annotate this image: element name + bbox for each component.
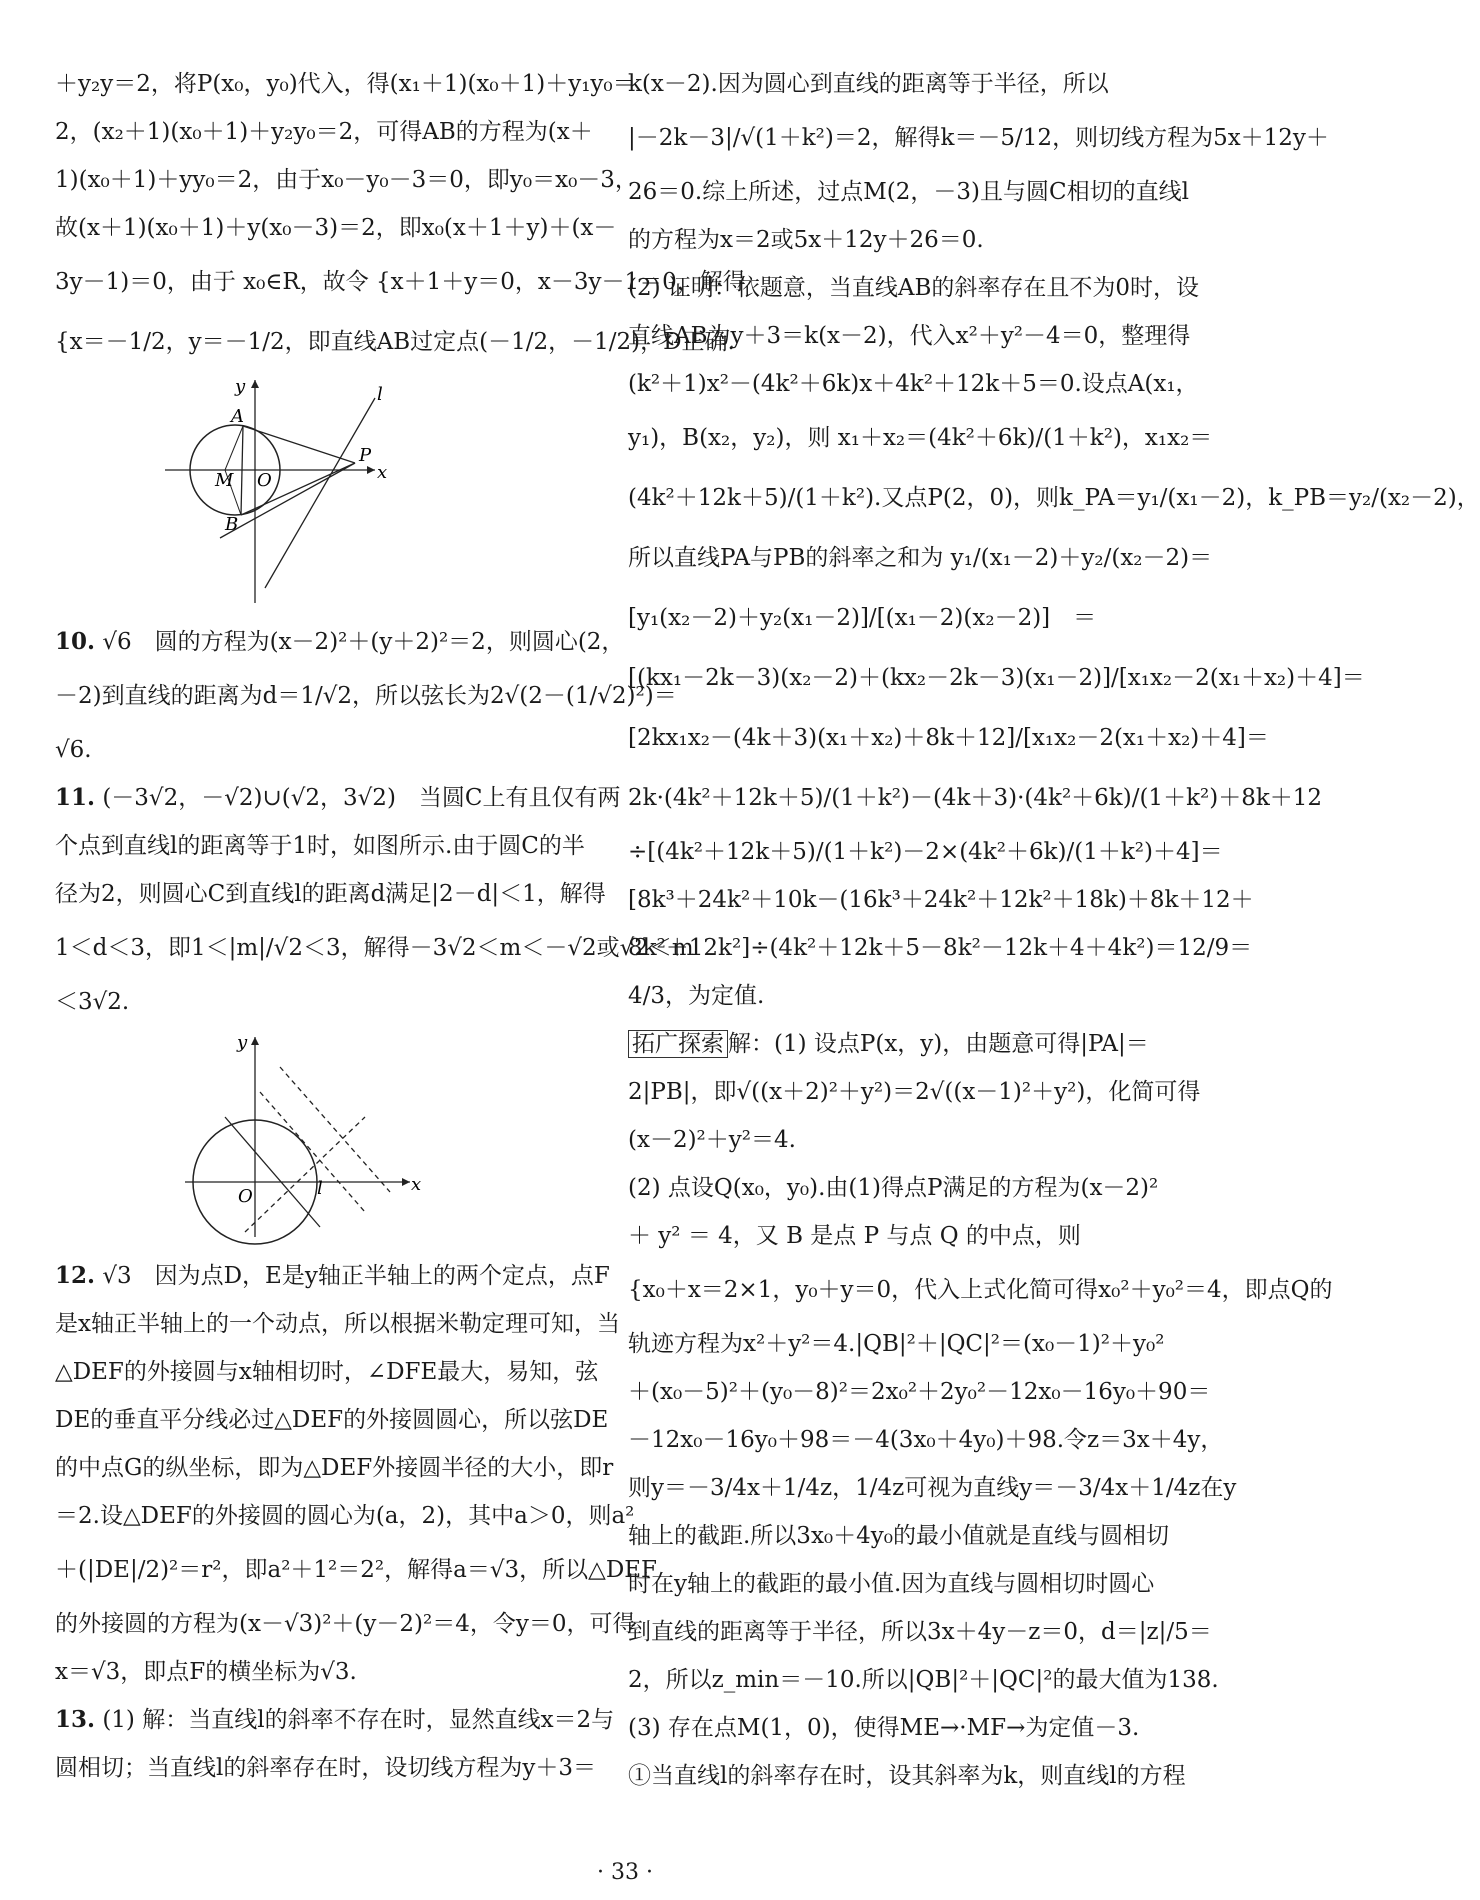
text-line: 3y－1)＝0，由于 x₀∈R，故令 {x＋1＋y＝0，x－3y－1＝0，解得 xyxy=(55,269,746,295)
figure-circle-lines xyxy=(55,1032,620,1242)
fig1-label-a: A xyxy=(231,406,244,427)
text-line: 8k²＋12k²]÷(4k²＋12k＋5－8k²－12k＋4＋4k²)＝12/9＝ xyxy=(628,935,1253,961)
explore-text: 解：(1) 设点P(x，y)，由题意可得|PA|＝ xyxy=(728,1031,1149,1057)
text-line: 4/3，为定值. xyxy=(628,983,765,1009)
text-line: 径为2，则圆心C到直线l的距离d满足|2－d|＜1，解得 xyxy=(55,881,606,907)
text-line: k(x－2).因为圆心到直线的距离等于半径，所以 xyxy=(628,71,1109,97)
item-11-line xyxy=(55,774,620,822)
text-line: －12x₀－16y₀＋98＝－4(3x₀＋4y₀)＋98.令z＝3x＋4y， xyxy=(628,1427,1224,1453)
fig2-label-l: l xyxy=(317,1178,323,1199)
text-line: △DEF的外接圆与x轴相切时，∠DFE最大，易知，弦 xyxy=(55,1359,599,1385)
fig2-label-o: O xyxy=(238,1186,253,1207)
explore-line xyxy=(628,1020,1188,1068)
fig1-label-m: M xyxy=(215,470,234,491)
text-line: x＝√3，即点F的横坐标为√3. xyxy=(55,1659,357,1685)
item-number: 13. xyxy=(55,1706,96,1733)
text-line: 圆相切；当直线l的斜率存在时，设切线方程为y＋3＝ xyxy=(55,1755,596,1781)
text-line: {x₀＋x＝2×1，y₀＋y＝0，代入上式化简可得x₀²＋y₀²＝4，即点Q的 xyxy=(628,1277,1333,1303)
item-text: √6 圆的方程为(x－2)²＋(y＋2)²＝2，则圆心(2， xyxy=(102,629,625,655)
text-line: 则y＝－3/4x＋1/4z，1/4z可视为直线y＝－3/4x＋1/4z在y xyxy=(628,1475,1237,1501)
fig1-label-b: B xyxy=(225,514,239,535)
text-line: ①当直线l的斜率存在时，设其斜率为k，则直线l的方程 xyxy=(628,1763,1186,1789)
text-line: 1＜d＜3，即1＜|m|/√2＜3，解得－3√2＜m＜－√2或√2＜m xyxy=(55,935,694,961)
text-line: 的外接圆的方程为(x－√3)²＋(y－2)²＝4，令y＝0，可得 xyxy=(55,1611,636,1637)
text-line: ＋ y² ＝ 4，又 B 是点 P 与点 Q 的中点，则 xyxy=(628,1223,1081,1249)
fig2-label-x: x xyxy=(411,1174,422,1195)
text-line: √6. xyxy=(55,737,92,763)
text-line: 个点到直线l的距离等于1时，如图所示.由于圆C的半 xyxy=(55,833,585,859)
fig1-label-y: y xyxy=(235,376,246,397)
text-line: ＜3√2. xyxy=(55,989,130,1015)
right-column xyxy=(628,60,1480,1800)
text-line: [2kx₁x₂－(4k＋3)(x₁＋x₂)＋8k＋12]/[x₁x₂－2(x₁＋x₂)＋4]＝ xyxy=(628,725,1269,751)
text-line: －2)到直线的距离为d＝1/√2，所以弦长为2√(2－(1/√2)²)＝ xyxy=(55,683,677,709)
text-line: (k²＋1)x²－(4k²＋6k)x＋4k²＋12k＋5＝0.设点A(x₁， xyxy=(628,371,1199,397)
item-number: 12. xyxy=(55,1262,96,1289)
text-line: 2k·(4k²＋12k＋5)/(1＋k²)－(4k＋3)·(4k²＋6k)/(1＋k²)＋8k＋12 xyxy=(628,785,1323,811)
item-text: (1) 解：当直线l的斜率不存在时，显然直线x＝2与 xyxy=(102,1707,615,1733)
text-line: 到直线的距离等于半径，所以3x＋4y－z＝0，d＝|z|/5＝ xyxy=(628,1619,1212,1645)
text-line: 2，所以z_min＝－10.所以|QB|²＋|QC|²的最大值为138. xyxy=(628,1667,1219,1693)
text-line: 时在y轴上的截距的最小值.因为直线与圆相切时圆心 xyxy=(628,1571,1155,1597)
item-number: 11. xyxy=(55,784,96,811)
text-line: [8k³＋24k²＋10k－(16k³＋24k²＋12k²＋18k)＋8k＋12＋ xyxy=(628,887,1254,913)
text-line: DE的垂直平分线必过△DEF的外接圆圆心，所以弦DE xyxy=(55,1407,609,1433)
text-line: 直线AB为y＋3＝k(x－2)，代入x²＋y²－4＝0，整理得 xyxy=(628,323,1191,349)
item-10-line xyxy=(55,618,625,666)
text-line: [y₁(x₂－2)＋y₂(x₁－2)]/[(x₁－2)(x₂－2)] ＝ xyxy=(628,605,1097,631)
text-line: ＝2.设△DEF的外接圆的圆心为(a，2)，其中a＞0，则a² xyxy=(55,1503,635,1529)
figure-1-svg xyxy=(55,378,620,608)
text-line: 2|PB|，即√((x＋2)²＋y²)＝2√((x－1)²＋y²)，化简可得 xyxy=(628,1079,1201,1105)
page-number: · 33 · xyxy=(597,1860,653,1885)
fig1-label-o: O xyxy=(257,470,272,491)
text-line: 的中点G的纵坐标，即为△DEF外接圆半径的大小，即r xyxy=(55,1455,614,1481)
text-line: 故(x＋1)(x₀＋1)＋y(x₀－3)＝2，即x₀(x＋1＋y)＋(x－ xyxy=(55,215,617,241)
text-line: (4k²＋12k＋5)/(1＋k²).又点P(2，0)，则k_PA＝y₁/(x₁－2)，k_PB＝y₂/(x₂－2)， xyxy=(628,485,1480,511)
text-line: ＋(x₀－5)²＋(y₀－8)²＝2x₀²＋2y₀²－12x₀－16y₀＋90＝ xyxy=(628,1379,1211,1405)
text-line: 1)(x₀＋1)＋yy₀＝2，由于x₀－y₀－3＝0，即y₀＝x₀－3， xyxy=(55,167,638,193)
fig2-label-y: y xyxy=(237,1032,248,1053)
text-line: (2) 证明：依题意，当直线AB的斜率存在且不为0时，设 xyxy=(628,275,1200,301)
text-line: y₁)，B(x₂，y₂)，则 x₁＋x₂＝(4k²＋6k)/(1＋k²)，x₁x₂＝ xyxy=(628,425,1213,451)
fig1-label-l: l xyxy=(377,384,383,405)
item-number: 10. xyxy=(55,628,96,655)
figure-tangent-lines xyxy=(55,378,620,608)
text-line: 所以直线PA与PB的斜率之和为 y₁/(x₁－2)＋y₂/(x₂－2)＝ xyxy=(628,545,1213,571)
text-line: ＋(|DE|/2)²＝r²，即a²＋1²＝2²，解得a＝√3，所以△DEF xyxy=(55,1557,658,1583)
text-line: (2) 点设Q(x₀，y₀).由(1)得点P满足的方程为(x－2)² xyxy=(628,1175,1159,1201)
text-line: ＋y₂y＝2，将P(x₀，y₀)代入，得(x₁＋1)(x₀＋1)＋y₁y₀＝ xyxy=(55,71,636,97)
item-text: (－3√2，－√2)∪(√2，3√2) 当圆C上有且仅有两 xyxy=(102,785,621,811)
text-line: 轴上的截距.所以3x₀＋4y₀的最小值就是直线与圆相切 xyxy=(628,1523,1169,1549)
fig1-label-p: P xyxy=(359,445,372,466)
figure-2-svg xyxy=(55,1032,620,1242)
text-line: [(kx₁－2k－3)(x₂－2)＋(kx₂－2k－3)(x₁－2)]/[x₁x₂－2(x₁＋x₂)＋4]＝ xyxy=(628,665,1365,691)
explore-tag: 拓广探索 xyxy=(628,1030,728,1058)
text-line: (x－2)²＋y²＝4. xyxy=(628,1127,796,1153)
text-line: ÷[(4k²＋12k＋5)/(1＋k²)－2×(4k²＋6k)/(1＋k²)＋4]＝ xyxy=(628,839,1223,865)
text-line: 是x轴正半轴上的一个动点，所以根据米勒定理可知，当 xyxy=(55,1311,620,1337)
item-12-line xyxy=(55,1252,620,1300)
item-text: √3 因为点D，E是y轴正半轴上的两个定点，点F xyxy=(102,1263,610,1289)
fig1-label-x: x xyxy=(377,462,388,483)
text-line: 轨迹方程为x²＋y²＝4.|QB|²＋|QC|²＝(x₀－1)²＋y₀² xyxy=(628,1331,1165,1357)
item-13-line xyxy=(55,1696,620,1744)
text-line: {x＝－1/2，y＝－1/2，即直线AB过定点(－1/2，－1/2)，D正确. xyxy=(55,329,735,355)
text-line: 的方程为x＝2或5x＋12y＋26＝0. xyxy=(628,227,984,253)
text-line: 2，(x₂＋1)(x₀＋1)＋y₂y₀＝2，可得AB的方程为(x＋ xyxy=(55,119,593,145)
text-line: (3) 存在点M(1，0)，使得ME→·MF→为定值－3. xyxy=(628,1715,1140,1741)
text-line: 26＝0.综上所述，过点M(2，－3)且与圆C相切的直线l xyxy=(628,179,1189,205)
text-line: |－2k－3|/√(1＋k²)＝2，解得k＝－5/12，则切线方程为5x＋12y＋ xyxy=(628,125,1329,151)
